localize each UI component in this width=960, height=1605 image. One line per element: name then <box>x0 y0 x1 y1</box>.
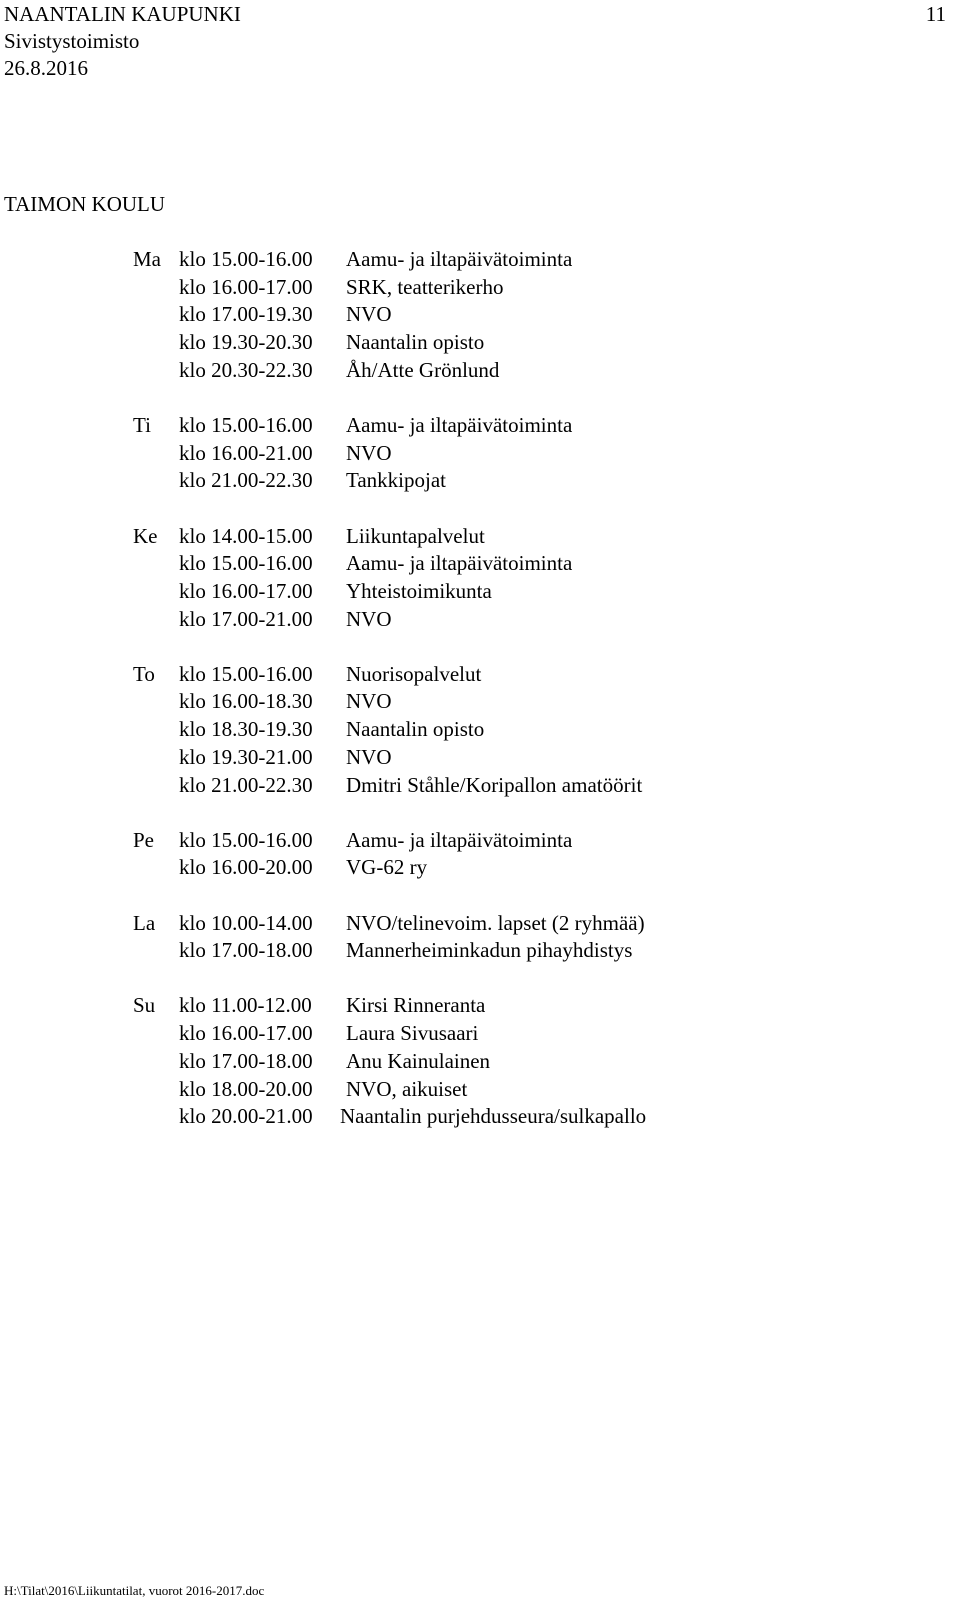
entry-activity: Åh/Atte Grönlund <box>346 357 500 382</box>
entry-activity: Naantalin purjehdusseura/sulkapallo <box>340 1104 647 1129</box>
entry-time: klo 19.30-20.30 <box>179 330 313 355</box>
schedule-entry <box>0 661 960 689</box>
schedule-entry <box>0 357 960 385</box>
day-label: Ti <box>133 412 151 437</box>
entry-time: klo 15.00-16.00 <box>179 661 313 686</box>
entry-time: klo 20.30-22.30 <box>179 357 313 382</box>
day-label: To <box>133 661 155 686</box>
schedule-entry <box>0 467 960 495</box>
entry-activity: Aamu- ja iltapäivätoiminta <box>346 247 573 271</box>
document-date: 26.8.2016 <box>4 56 88 80</box>
entry-time: klo 15.00-16.00 <box>179 412 313 437</box>
schedule-entry <box>0 716 960 744</box>
entry-activity: NVO, aikuiset <box>346 1076 468 1101</box>
schedule-entry <box>0 854 960 882</box>
entry-activity: Naantalin opisto <box>346 717 485 742</box>
entry-time: klo 21.00-22.30 <box>179 468 313 493</box>
schedule-entry <box>0 827 960 855</box>
entry-activity: Aamu- ja iltapäivätoiminta <box>346 412 573 437</box>
schedule-entry <box>0 440 960 468</box>
entry-activity: NVO <box>346 744 392 769</box>
entry-activity: Mannerheiminkadun pihayhdistys <box>346 938 633 963</box>
schedule-entry <box>0 744 960 772</box>
entry-activity: Kirsi Rinneranta <box>346 993 486 1018</box>
entry-activity: NVO <box>346 606 392 631</box>
day-group <box>0 661 960 799</box>
entry-time: klo 17.00-18.00 <box>179 938 313 963</box>
entry-activity: NVO/telinevoim. lapset (2 ryhmää) <box>346 910 645 935</box>
entry-time: klo 18.30-19.30 <box>179 717 313 742</box>
entry-activity: Tankkipojat <box>346 468 447 493</box>
entry-activity: Liikuntapalvelut <box>346 523 485 548</box>
day-group <box>0 992 960 1130</box>
entry-time: klo 16.00-17.00 <box>179 1021 313 1046</box>
entry-time: klo 20.00-21.00 <box>179 1104 313 1129</box>
day-label: Pe <box>133 827 154 852</box>
entry-time: klo 16.00-17.00 <box>179 578 313 603</box>
entry-time: klo 15.00-16.00 <box>179 827 313 852</box>
organization-name: NAANTALIN KAUPUNKI <box>4 2 241 26</box>
entry-activity: Aamu- ja iltapäivätoiminta <box>346 827 573 852</box>
entry-time: klo 17.00-19.30 <box>179 302 313 327</box>
department-name: Sivistystoimisto <box>4 29 140 53</box>
entry-activity: SRK, teatterikerho <box>346 274 504 299</box>
entry-activity: Yhteistoimikunta <box>346 578 492 603</box>
entry-activity: NVO <box>346 302 392 327</box>
entry-time: klo 14.00-15.00 <box>179 523 313 548</box>
schedule-entry <box>0 246 960 274</box>
day-label: La <box>133 910 156 935</box>
section-title: TAIMON KOULU <box>4 192 166 216</box>
footer-file-path: H:\Tilat\2016\Liikuntatilat, vuorot 2016-2017.doc <box>4 1583 265 1598</box>
entry-time: klo 16.00-17.00 <box>179 274 313 299</box>
schedule-entry <box>0 688 960 716</box>
entry-time: klo 21.00-22.30 <box>179 772 313 797</box>
entry-activity: Laura Sivusaari <box>346 1021 479 1046</box>
schedule-entry <box>0 301 960 329</box>
entry-activity: Nuorisopalvelut <box>346 661 482 686</box>
schedule-entry <box>0 523 960 551</box>
schedule-entry <box>0 1020 960 1048</box>
schedule-entry <box>0 1048 960 1076</box>
schedule-entry <box>0 1103 960 1131</box>
schedule-entry <box>0 412 960 440</box>
day-group <box>0 412 960 495</box>
weekly-schedule <box>0 246 960 1158</box>
entry-activity: Aamu- ja iltapäivätoiminta <box>346 551 573 576</box>
entry-activity: NVO <box>346 440 392 465</box>
schedule-entry <box>0 606 960 634</box>
schedule-entry <box>0 274 960 302</box>
schedule-entry <box>0 329 960 357</box>
schedule-entry <box>0 910 960 938</box>
entry-time: klo 15.00-16.00 <box>179 247 313 271</box>
day-label: Ke <box>133 523 158 548</box>
day-group <box>0 523 960 634</box>
day-group <box>0 827 960 882</box>
day-group <box>0 246 960 384</box>
entry-activity: Naantalin opisto <box>346 330 485 355</box>
schedule-entry <box>0 772 960 800</box>
schedule-entry <box>0 550 960 578</box>
page-number: 11 <box>925 2 946 26</box>
schedule-entry <box>0 937 960 965</box>
day-label: Su <box>133 993 156 1018</box>
day-group <box>0 910 960 965</box>
entry-activity: Dmitri Ståhle/Koripallon amatöörit <box>346 772 643 797</box>
entry-time: klo 17.00-21.00 <box>179 606 313 631</box>
entry-time: klo 18.00-20.00 <box>179 1076 313 1101</box>
schedule-entry <box>0 1076 960 1104</box>
entry-activity: Anu Kainulainen <box>346 1048 491 1073</box>
day-label: Ma <box>133 247 161 271</box>
entry-time: klo 17.00-18.00 <box>179 1048 313 1073</box>
entry-activity: NVO <box>346 689 392 714</box>
entry-time: klo 19.30-21.00 <box>179 744 313 769</box>
entry-time: klo 16.00-21.00 <box>179 440 313 465</box>
entry-time: klo 10.00-14.00 <box>179 910 313 935</box>
entry-time: klo 16.00-20.00 <box>179 855 313 880</box>
entry-time: klo 11.00-12.00 <box>179 993 312 1018</box>
schedule-entry <box>0 992 960 1020</box>
entry-time: klo 16.00-18.30 <box>179 689 313 714</box>
entry-activity: VG-62 ry <box>346 855 428 880</box>
entry-time: klo 15.00-16.00 <box>179 551 313 576</box>
schedule-entry <box>0 578 960 606</box>
